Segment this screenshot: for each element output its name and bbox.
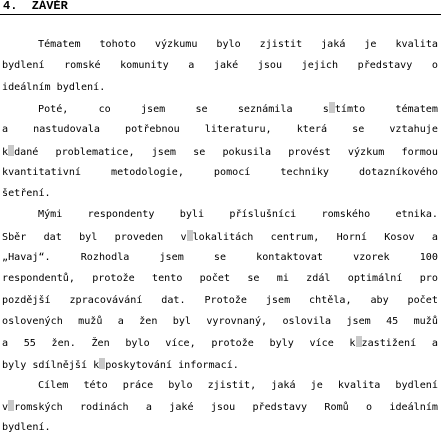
word: a [2, 124, 9, 136]
word: jsem [159, 252, 184, 263]
word: byly [2, 359, 27, 371]
word: aby [370, 294, 389, 306]
word: pozdější [2, 294, 51, 306]
word: mužů [413, 315, 438, 327]
word: byl [79, 231, 98, 243]
word: bydlení. [56, 81, 106, 93]
word: zdál [306, 273, 331, 285]
word: jejich [301, 60, 339, 72]
word: chtěla, [309, 294, 352, 306]
word: vztahuje [389, 124, 438, 136]
word: Cílem [38, 379, 69, 391]
word: a [431, 231, 438, 243]
word: a [117, 315, 124, 327]
text-line [2, 230, 438, 244]
word: seznámila [237, 103, 293, 115]
word: Mými [38, 209, 63, 221]
word: sdílnější [32, 359, 88, 371]
word: provést [288, 146, 331, 158]
word: optimální [347, 273, 403, 285]
word: byli [179, 209, 205, 221]
word: k dané [2, 146, 39, 158]
word: tématem [395, 103, 438, 115]
word: práce [122, 379, 154, 391]
text-line [2, 400, 438, 414]
word: potřebnou [125, 124, 180, 136]
word: metodologie, [111, 166, 184, 178]
word: jsem [346, 315, 371, 327]
word: co [98, 103, 111, 115]
word: informací. [178, 359, 239, 371]
text-line [2, 187, 438, 201]
word: bydlení [395, 379, 438, 391]
text-line [2, 123, 438, 137]
word: dotazníkového [358, 166, 438, 178]
word: 55 [23, 338, 36, 350]
text-line [38, 208, 438, 222]
word: komunity [120, 60, 169, 72]
word: Kosov [384, 231, 415, 243]
section-heading: 4. ZÁVĚR [3, 0, 68, 13]
word: Rozhodla [80, 252, 130, 263]
word: mužů [78, 315, 103, 327]
word: Protože [204, 294, 247, 306]
word: jaké [169, 402, 194, 414]
word: je [310, 379, 323, 391]
word: představy [252, 402, 308, 414]
word: počet [199, 273, 231, 285]
word: jaká [321, 39, 346, 50]
word: se [247, 273, 260, 285]
word: a [2, 338, 9, 350]
word: se [352, 124, 365, 136]
word: je [364, 39, 377, 50]
text-line [2, 81, 438, 95]
word: šetření. [2, 188, 51, 200]
word: počet [407, 294, 438, 306]
text-line [2, 145, 438, 159]
word: pomocí [213, 166, 251, 178]
word: výzkum [347, 146, 385, 158]
word: pokusila [222, 146, 272, 158]
word: 45 [386, 315, 399, 327]
word: byl [172, 315, 192, 327]
word: mi [276, 273, 289, 285]
word: představy [357, 60, 413, 72]
word: romské [64, 60, 101, 72]
word: literaturu, [204, 124, 272, 136]
word: jsem [265, 294, 291, 306]
word: která [296, 124, 328, 136]
word: bylo [216, 39, 241, 50]
word: dat. [161, 294, 186, 306]
space-marker [99, 358, 105, 369]
word: byly [269, 338, 294, 350]
word: 100 [419, 252, 438, 263]
word: s tímto [322, 103, 366, 115]
word: tento [152, 273, 183, 285]
word: Horní [336, 231, 367, 243]
space-marker [356, 336, 362, 347]
word: žen [139, 315, 158, 327]
word: zjistit [259, 39, 303, 50]
text-line [2, 315, 438, 329]
word: Sběr [2, 231, 27, 243]
word: jsem [140, 103, 166, 115]
word: jsou [257, 60, 283, 72]
word: ideálním [389, 402, 438, 414]
word: jaká [271, 379, 296, 391]
word: respondentů, [2, 273, 75, 285]
word: a [431, 338, 438, 350]
word: k poskytování [93, 359, 173, 371]
space-marker [8, 400, 14, 411]
word: se [195, 103, 208, 115]
text-line [2, 166, 438, 180]
word: dat [43, 231, 62, 243]
text-line [2, 272, 438, 286]
word: rodinách [79, 402, 129, 414]
word: Romů [324, 402, 349, 414]
word: Žen [91, 338, 110, 350]
word: a [188, 60, 195, 72]
word: kvalita [395, 39, 438, 50]
space-marker [8, 145, 14, 156]
word: respondenty [87, 209, 155, 221]
word: zjistit, [207, 379, 257, 391]
word: se [213, 252, 227, 263]
word: příslušníci [229, 209, 297, 221]
word: vyrovnaný, [206, 315, 268, 327]
word: etnika. [395, 209, 438, 221]
word: o [366, 402, 373, 414]
word: nastudovala [33, 124, 100, 136]
word: centrum, [270, 231, 320, 243]
word: jaké [213, 60, 239, 72]
word: kvalita [337, 379, 381, 391]
text-line [38, 379, 438, 393]
word: vzorek [353, 252, 390, 263]
word: oslovených [2, 315, 63, 327]
word: v romských [2, 402, 63, 414]
word: a [145, 402, 152, 414]
word: proveden [114, 231, 164, 243]
word: jsou [210, 402, 236, 414]
word: kontaktovat [256, 252, 324, 263]
word: Tématem [38, 39, 81, 50]
text-line [2, 421, 438, 435]
text-line [2, 336, 438, 350]
word: k zastižení [349, 338, 417, 350]
word: bylo [125, 338, 150, 350]
text-line [2, 251, 438, 265]
word: oslovila [282, 315, 332, 327]
text-line [2, 294, 438, 308]
word: tohoto [99, 39, 136, 50]
word: protože [211, 338, 254, 350]
space-marker [329, 102, 335, 113]
word: „Havaj“. [2, 252, 51, 263]
word: výzkumu [154, 39, 198, 50]
text-line [2, 59, 438, 73]
word: techniky [280, 166, 329, 178]
word: kvantitativní [2, 166, 82, 178]
word: protože [92, 273, 135, 285]
word: romského [321, 209, 371, 221]
word: pro [419, 273, 438, 285]
word: bylo [168, 379, 193, 391]
word: bydlení. [2, 422, 51, 434]
word: bydlení [2, 60, 45, 72]
word: více [309, 338, 334, 350]
word: jsem [151, 146, 176, 158]
heading-underline [0, 14, 441, 15]
word: této [83, 379, 108, 391]
text-line [38, 102, 438, 116]
word: ideálním [2, 81, 51, 93]
word: v lokalitách [180, 231, 254, 243]
word: formou [401, 146, 438, 158]
word: se [193, 146, 206, 158]
text-line [38, 38, 438, 52]
word: více, [165, 338, 196, 350]
word: žen. [51, 338, 76, 350]
word: Poté, [38, 103, 69, 115]
space-marker [187, 230, 193, 241]
word: o [431, 60, 438, 72]
text-line [2, 358, 438, 372]
word: problematice, [55, 146, 135, 158]
word: zpracovávání [69, 294, 143, 306]
